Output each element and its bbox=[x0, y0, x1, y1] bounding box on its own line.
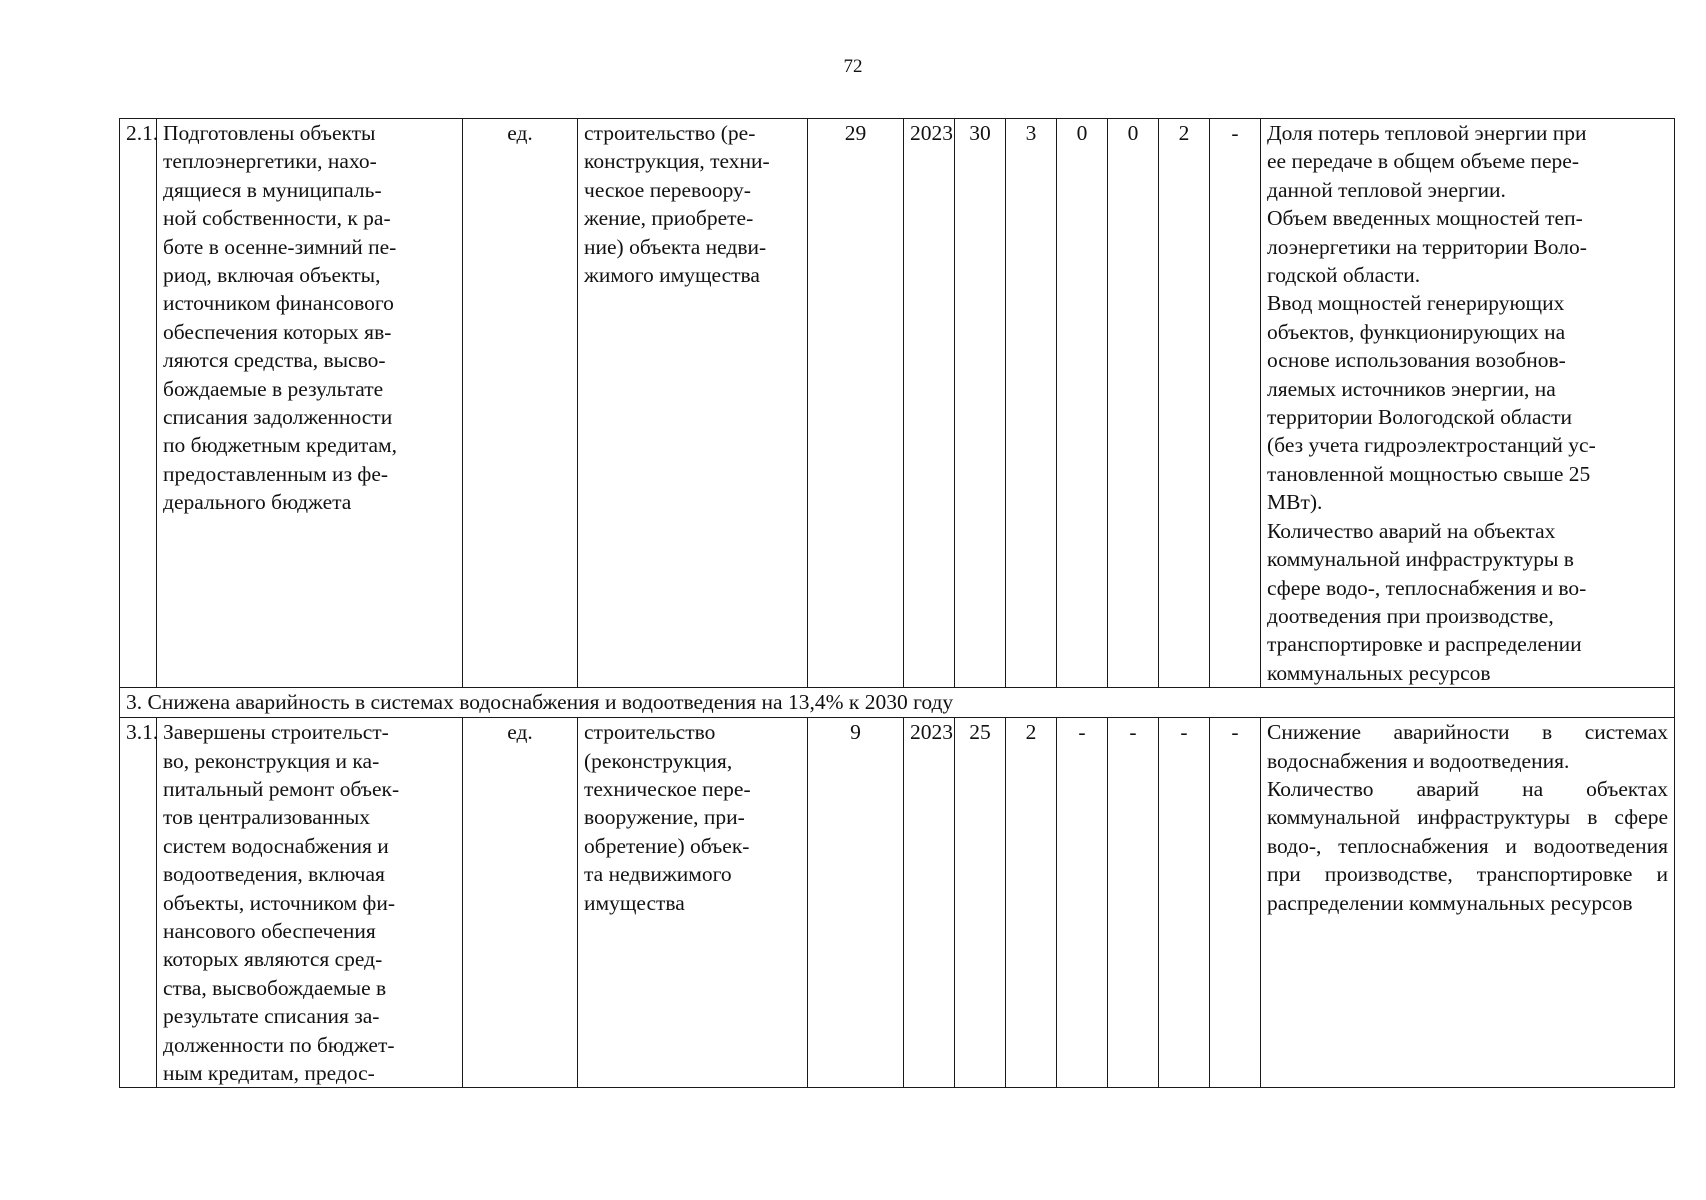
related-indicators bbox=[1261, 119, 1675, 688]
unit-cell: ед. bbox=[463, 119, 578, 688]
result-type: строительство (реконструкция, техническое пере- вооружение, при- обретение) объек- та недвижимого имущества bbox=[578, 718, 808, 1088]
results-table bbox=[119, 118, 1675, 1088]
result-description: Завершены строительст- во, реконструкция и ка- питальный ремонт объек- тов централизованных систем водоснабжения и водоотведения, включая объекты, источником фи- нансового обеспечения которых являются сред- ства, высвобождаемые в результате списания за- долженности по бюджет- ным кредитам, предос- bbox=[157, 718, 463, 1088]
page-number: 72 bbox=[843, 56, 863, 77]
unit-cell: ед. bbox=[463, 718, 578, 1088]
value-cell: - bbox=[1210, 718, 1261, 1088]
related-indicators bbox=[1261, 718, 1675, 1088]
table-row bbox=[120, 119, 1675, 688]
base-value: 9 bbox=[808, 718, 904, 1088]
value-cell: 0 bbox=[1108, 119, 1159, 688]
indicator-text: Количество аварий на объектах коммунальной инфраструктуры в сфере водо-, теплоснабжения и во- доотведения при производстве, транспортировке и распределении коммунальных ресурсов bbox=[1267, 518, 1587, 685]
base-year: 2023 bbox=[904, 718, 955, 1088]
indicator-text: Количество аварий на объектах коммунальной инфраструктуры в сфере водо-, теплоснабжения и водоотведения при производстве, транспортировке и распределении коммунальных ресурсов bbox=[1267, 776, 1668, 915]
indicator-text: Снижение аварийности в системах водоснабжения и водоотведения. bbox=[1267, 720, 1668, 773]
section-heading-row bbox=[120, 688, 1675, 718]
value-cell: 2 bbox=[1006, 718, 1057, 1088]
row-number: 3.1. bbox=[120, 718, 157, 1088]
base-value: 29 bbox=[808, 119, 904, 688]
value-cell: 30 bbox=[955, 119, 1006, 688]
indicator-text: Доля потерь тепловой энергии при ее передаче в общем объеме пере- данной тепловой энергии. bbox=[1267, 121, 1587, 202]
value-cell: 0 bbox=[1057, 119, 1108, 688]
value-cell: - bbox=[1210, 119, 1261, 688]
indicator-text: Ввод мощностей генерирующих объектов, функционирующих на основе использования возобнов- ляемых источников энергии, на территории Вологодской области (без учета гидроэлектростанций ус- тановленной мощностью свыше 25 МВт). bbox=[1267, 291, 1596, 515]
value-cell: 3 bbox=[1006, 119, 1057, 688]
value-cell: 25 bbox=[955, 718, 1006, 1088]
base-year: 2023 bbox=[904, 119, 955, 688]
indicator-text: Объем введенных мощностей теп- лоэнергетики на территории Воло- годской области. bbox=[1267, 206, 1587, 288]
value-cell: 2 bbox=[1159, 119, 1210, 688]
result-description: Подготовлены объекты теплоэнергетики, нахо- дящиеся в муниципаль- ной собственности, к ра- боте в осенне-зимний пе- риод, включая объекты, источником финансового обеспечения которых яв- ляются средства, высво- бождаемые в результате списания задолженности по бюджетным кредитам, предоставленным из фе- дерального бюджета bbox=[157, 119, 463, 688]
value-cell: - bbox=[1159, 718, 1210, 1088]
value-cell: - bbox=[1057, 718, 1108, 1088]
result-type: строительство (ре- конструкция, техни- ческое перевоору- жение, приобрете- ние) объекта недви- жимого имущества bbox=[578, 119, 808, 688]
row-number: 2.1. bbox=[120, 119, 157, 688]
table-row bbox=[120, 718, 1675, 1088]
section-heading: 3. Снижена аварийность в системах водоснабжения и водоотведения на 13,4% к 2030 году bbox=[120, 688, 1675, 718]
value-cell: - bbox=[1108, 718, 1159, 1088]
